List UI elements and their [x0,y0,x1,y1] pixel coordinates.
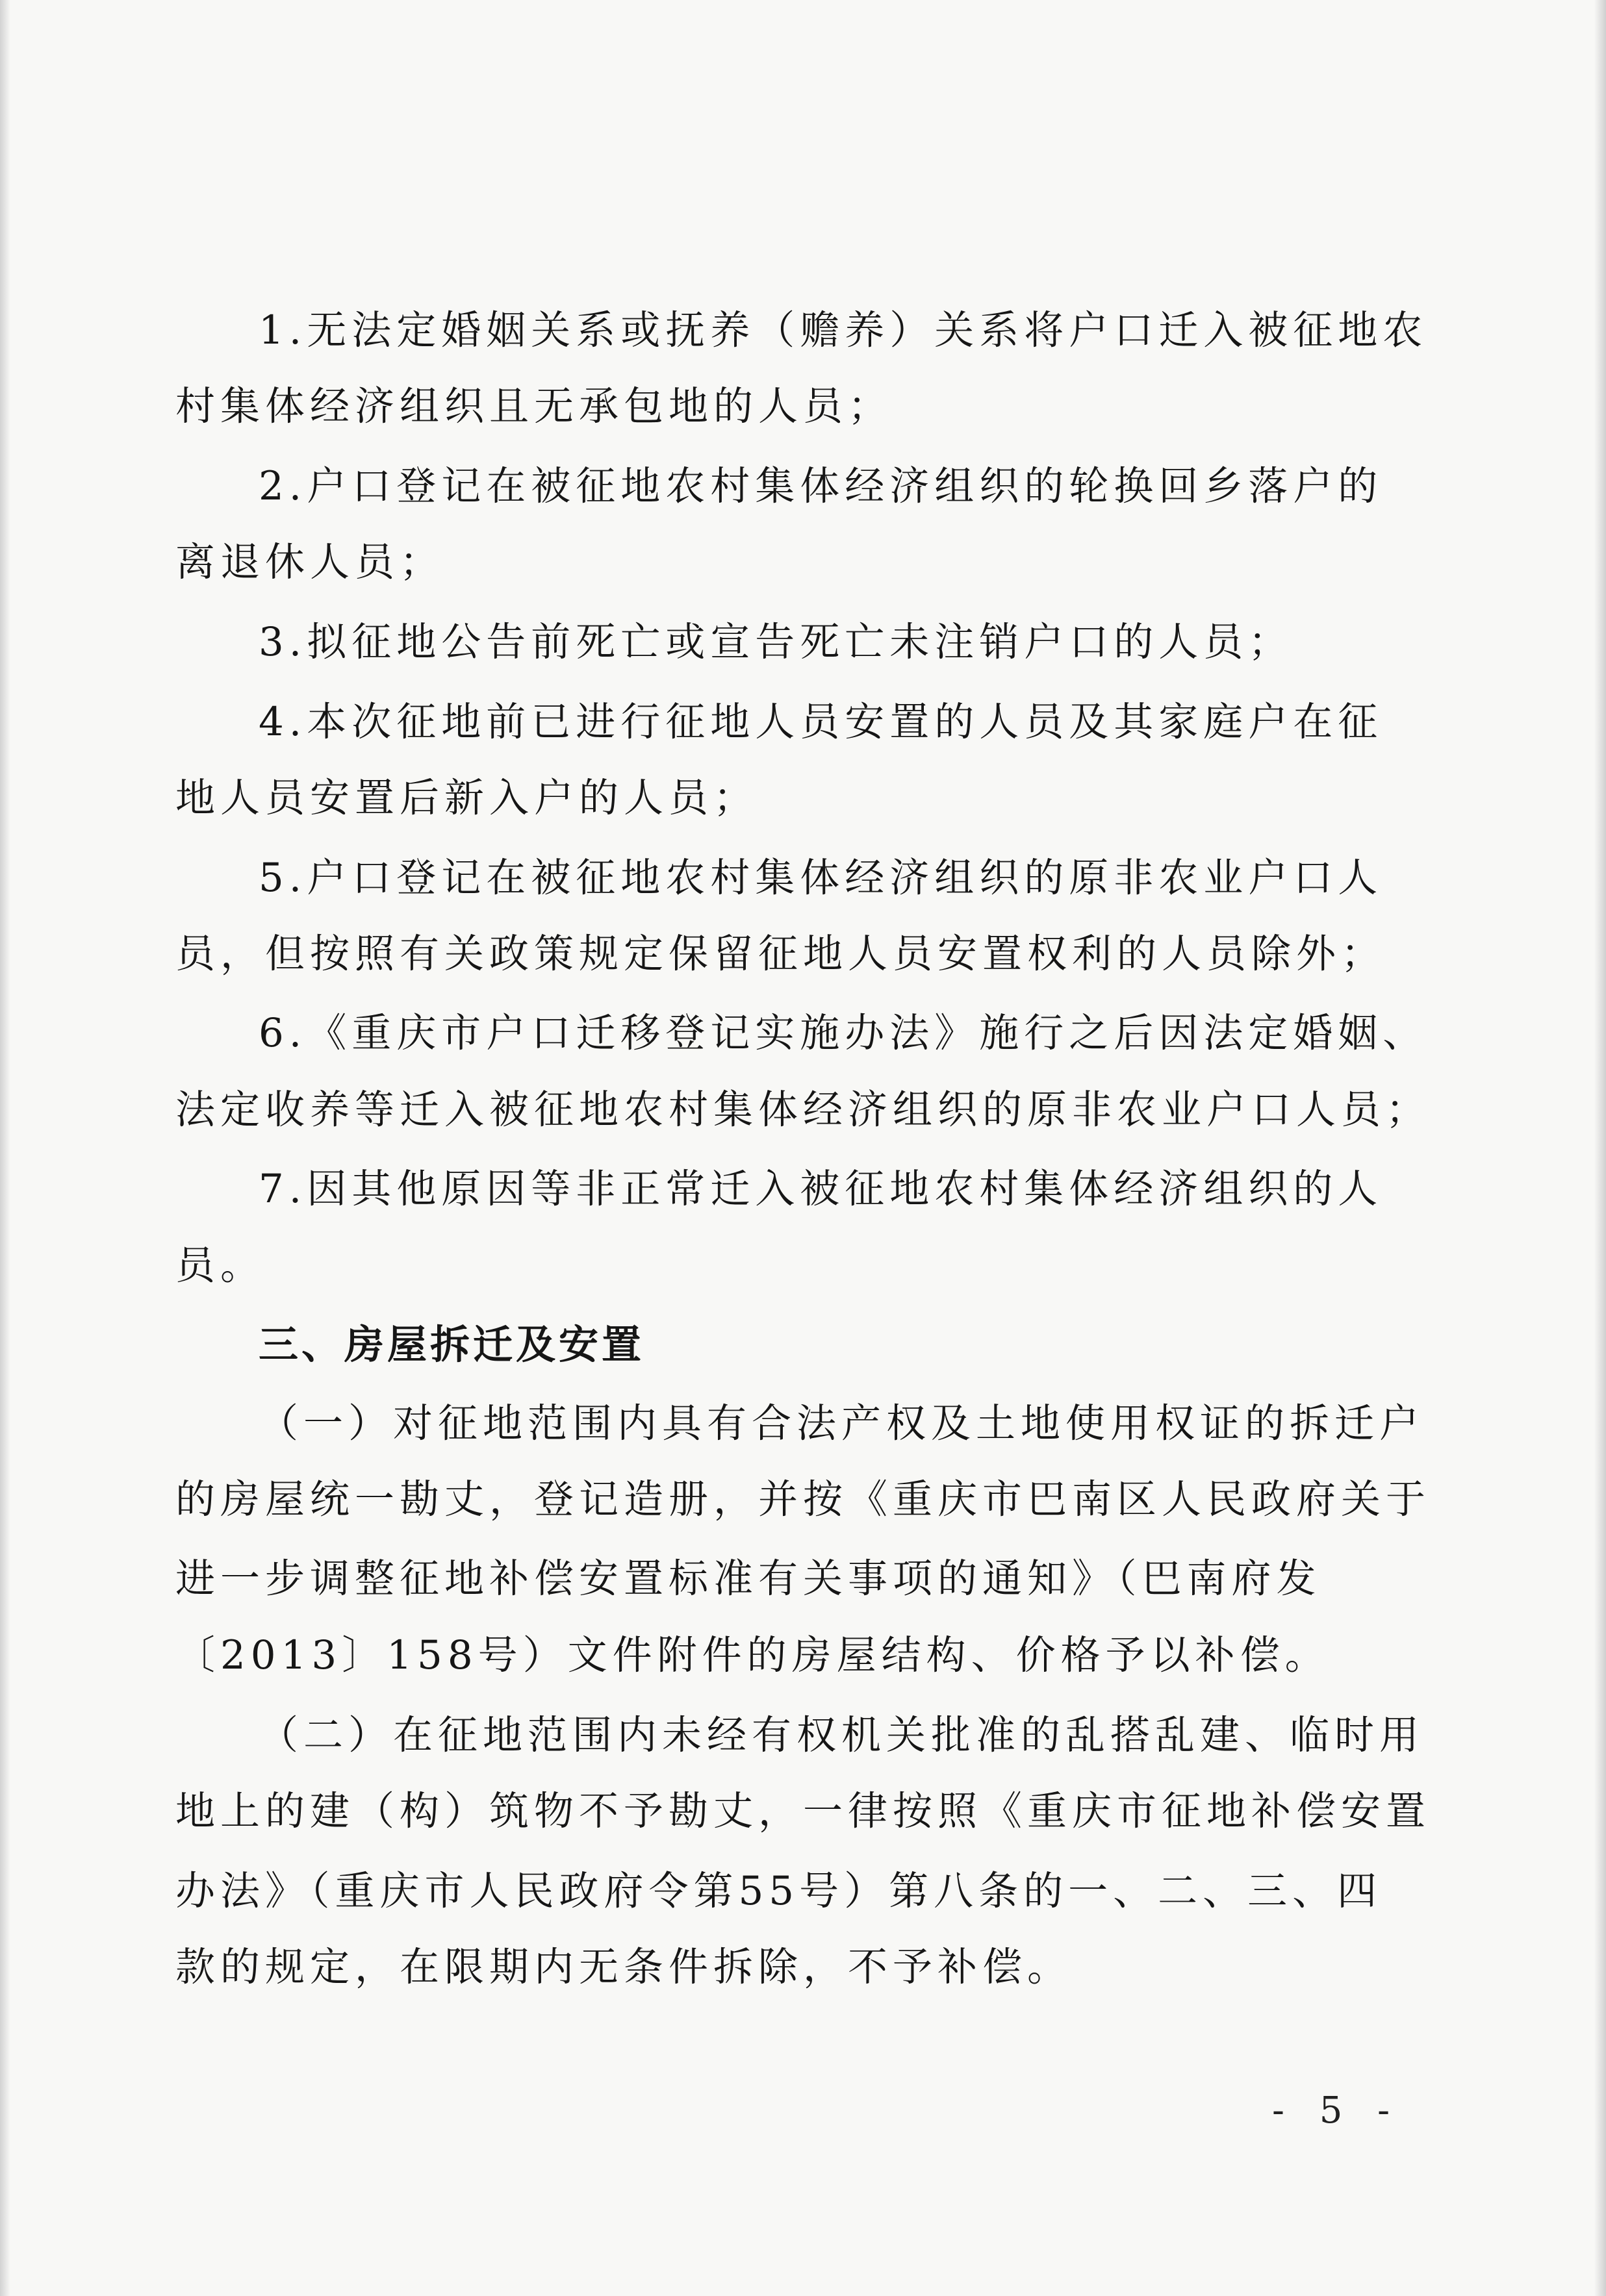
item-7-line-1: 7.因其他原因等非正常迁入被征地农村集体经济组织的人 [259,1166,1383,1212]
item-2-line-2: 离退休人员； [175,539,445,585]
item-6-line-2: 法定收养等迁入被征地农村集体经济组织的原非农业户口人员； [175,1087,1431,1133]
subsection-2-line-2: 地上的建（构）筑物不予勘丈，一律按照《重庆市征地补偿安置 [175,1788,1431,1834]
subsection-2-line-1: （二）在征地范围内未经有权机关批准的乱搭乱建、临时用 [259,1712,1425,1758]
item-5-line-1: 5.户口登记在被征地农村集体经济组织的原非农业户口人 [259,855,1383,901]
subsection-2-line-3: 办法》（重庆市人民政府令第55号）第八条的一、二、三、四 [175,1868,1383,1914]
item-4-line-2: 地人员安置后新入户的人员； [175,775,759,821]
scan-left-edge-shadow [0,0,10,2296]
item-2-line-1: 2.户口登记在被征地农村集体经济组织的轮换回乡落户的 [259,463,1383,509]
item-3-line-1: 3.拟征地公告前死亡或宣告死亡未注销户口的人员； [259,619,1294,665]
section-heading: 三、房屋拆迁及安置 [259,1322,645,1368]
scan-right-edge-shadow [1594,0,1606,2296]
item-6-line-1: 6.《重庆市户口迁移登记实施办法》施行之后因法定婚姻、 [259,1010,1428,1056]
subsection-1-line-2: 的房屋统一勘丈，登记造册，并按《重庆市巴南区人民政府关于 [175,1476,1431,1522]
subsection-1-line-1: （一）对征地范围内具有合法产权及土地使用权证的拆迁户 [259,1400,1425,1446]
item-5-line-2: 员，但按照有关政策规定保留征地人员安置权利的人员除外； [175,931,1386,977]
item-4-line-1: 4.本次征地前已进行征地人员安置的人员及其家庭户在征 [259,699,1383,745]
item-7-line-2: 员。 [175,1243,266,1289]
page-number: - 5 - [1272,2089,1402,2132]
item-1-line-1: 1.无法定婚姻关系或抚养（赡养）关系将户口迁入被征地农 [259,307,1428,353]
subsection-1-line-3: 进一步调整征地补偿安置标准有关事项的通知》（巴南府发 [175,1556,1321,1602]
subsection-2-line-4: 款的规定，在限期内无条件拆除，不予补偿。 [175,1944,1073,1990]
subsection-1-line-4: 〔2013〕158号）文件附件的房屋结构、价格予以补偿。 [175,1632,1330,1678]
item-1-line-2: 村集体经济组织且无承包地的人员； [175,383,893,429]
